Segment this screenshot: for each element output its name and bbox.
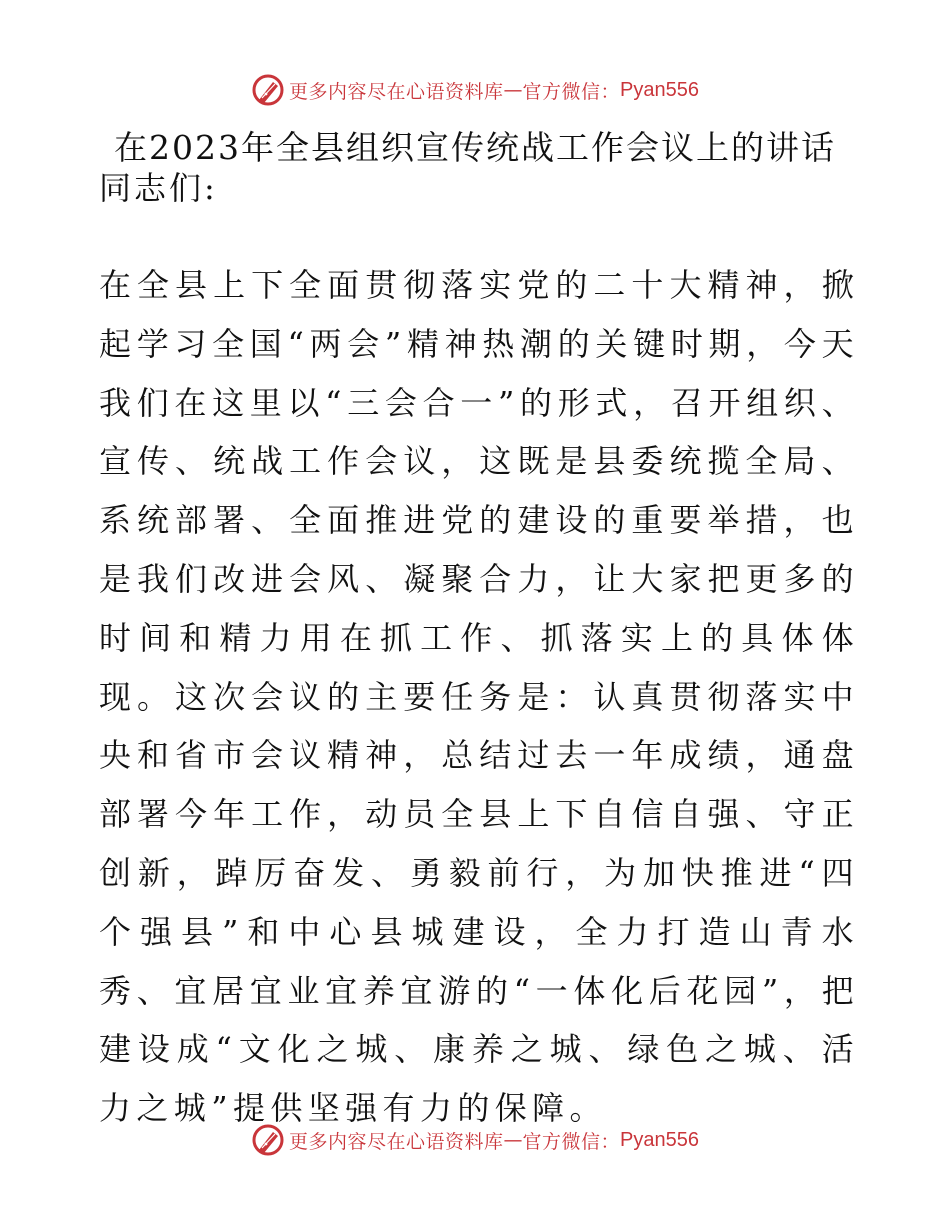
footer-banner-text: 更多内容尽在心语资料库	[289, 1130, 504, 1153]
header-banner-separator: —	[503, 79, 523, 101]
header-banner-text: 更多内容尽在心语资料库	[289, 80, 504, 103]
pen-nib-logo-icon	[251, 73, 285, 107]
document-title: 在2023年全县组织宣传统战工作会议上的讲话	[114, 128, 836, 167]
document-paragraph: 在全县上下全面贯彻落实党的二十大精神，掀起学习全国“两会”精神热潮的关键时期，今天我们在这里以“三会合一”的形式，召开组织、宣传、统战工作会议，这既是县委统揽全局、系统部署、全面推进党的建设的重要举措，也是我们改进会风、凝聚合力，让大家把更多的时间和精力用在抓工作、抓落实上的具体体现。这次会议的主要任务是：认真贯彻落实中央和省市会议精神，总结过去一年成绩，通盘部署今年工作，动员全县上下自信自强、守正创新，踔厉奋发、勇毅前行，为加快推进“四个强县”和中心县城建设，全力打造山青水秀、宜居宜业宜养宜游的“一体化后花园”，把建设成“文化之城、康养之城、绿色之城、活力之城”提供坚强有力的保障。	[99, 266, 859, 1128]
header-banner-contact-label: 官方微信：	[522, 80, 621, 103]
footer-banner-contact-id: Pyan556	[620, 1128, 699, 1151]
footer-banner-separator: —	[503, 1129, 523, 1151]
footer-banner-contact-label: 官方微信：	[522, 1130, 621, 1153]
header-banner	[0, 70, 950, 110]
header-banner-contact-id: Pyan556	[620, 78, 699, 101]
document-salutation: 同志们:	[99, 169, 218, 207]
footer-banner	[0, 1120, 950, 1160]
pen-nib-logo-icon	[251, 1123, 285, 1157]
